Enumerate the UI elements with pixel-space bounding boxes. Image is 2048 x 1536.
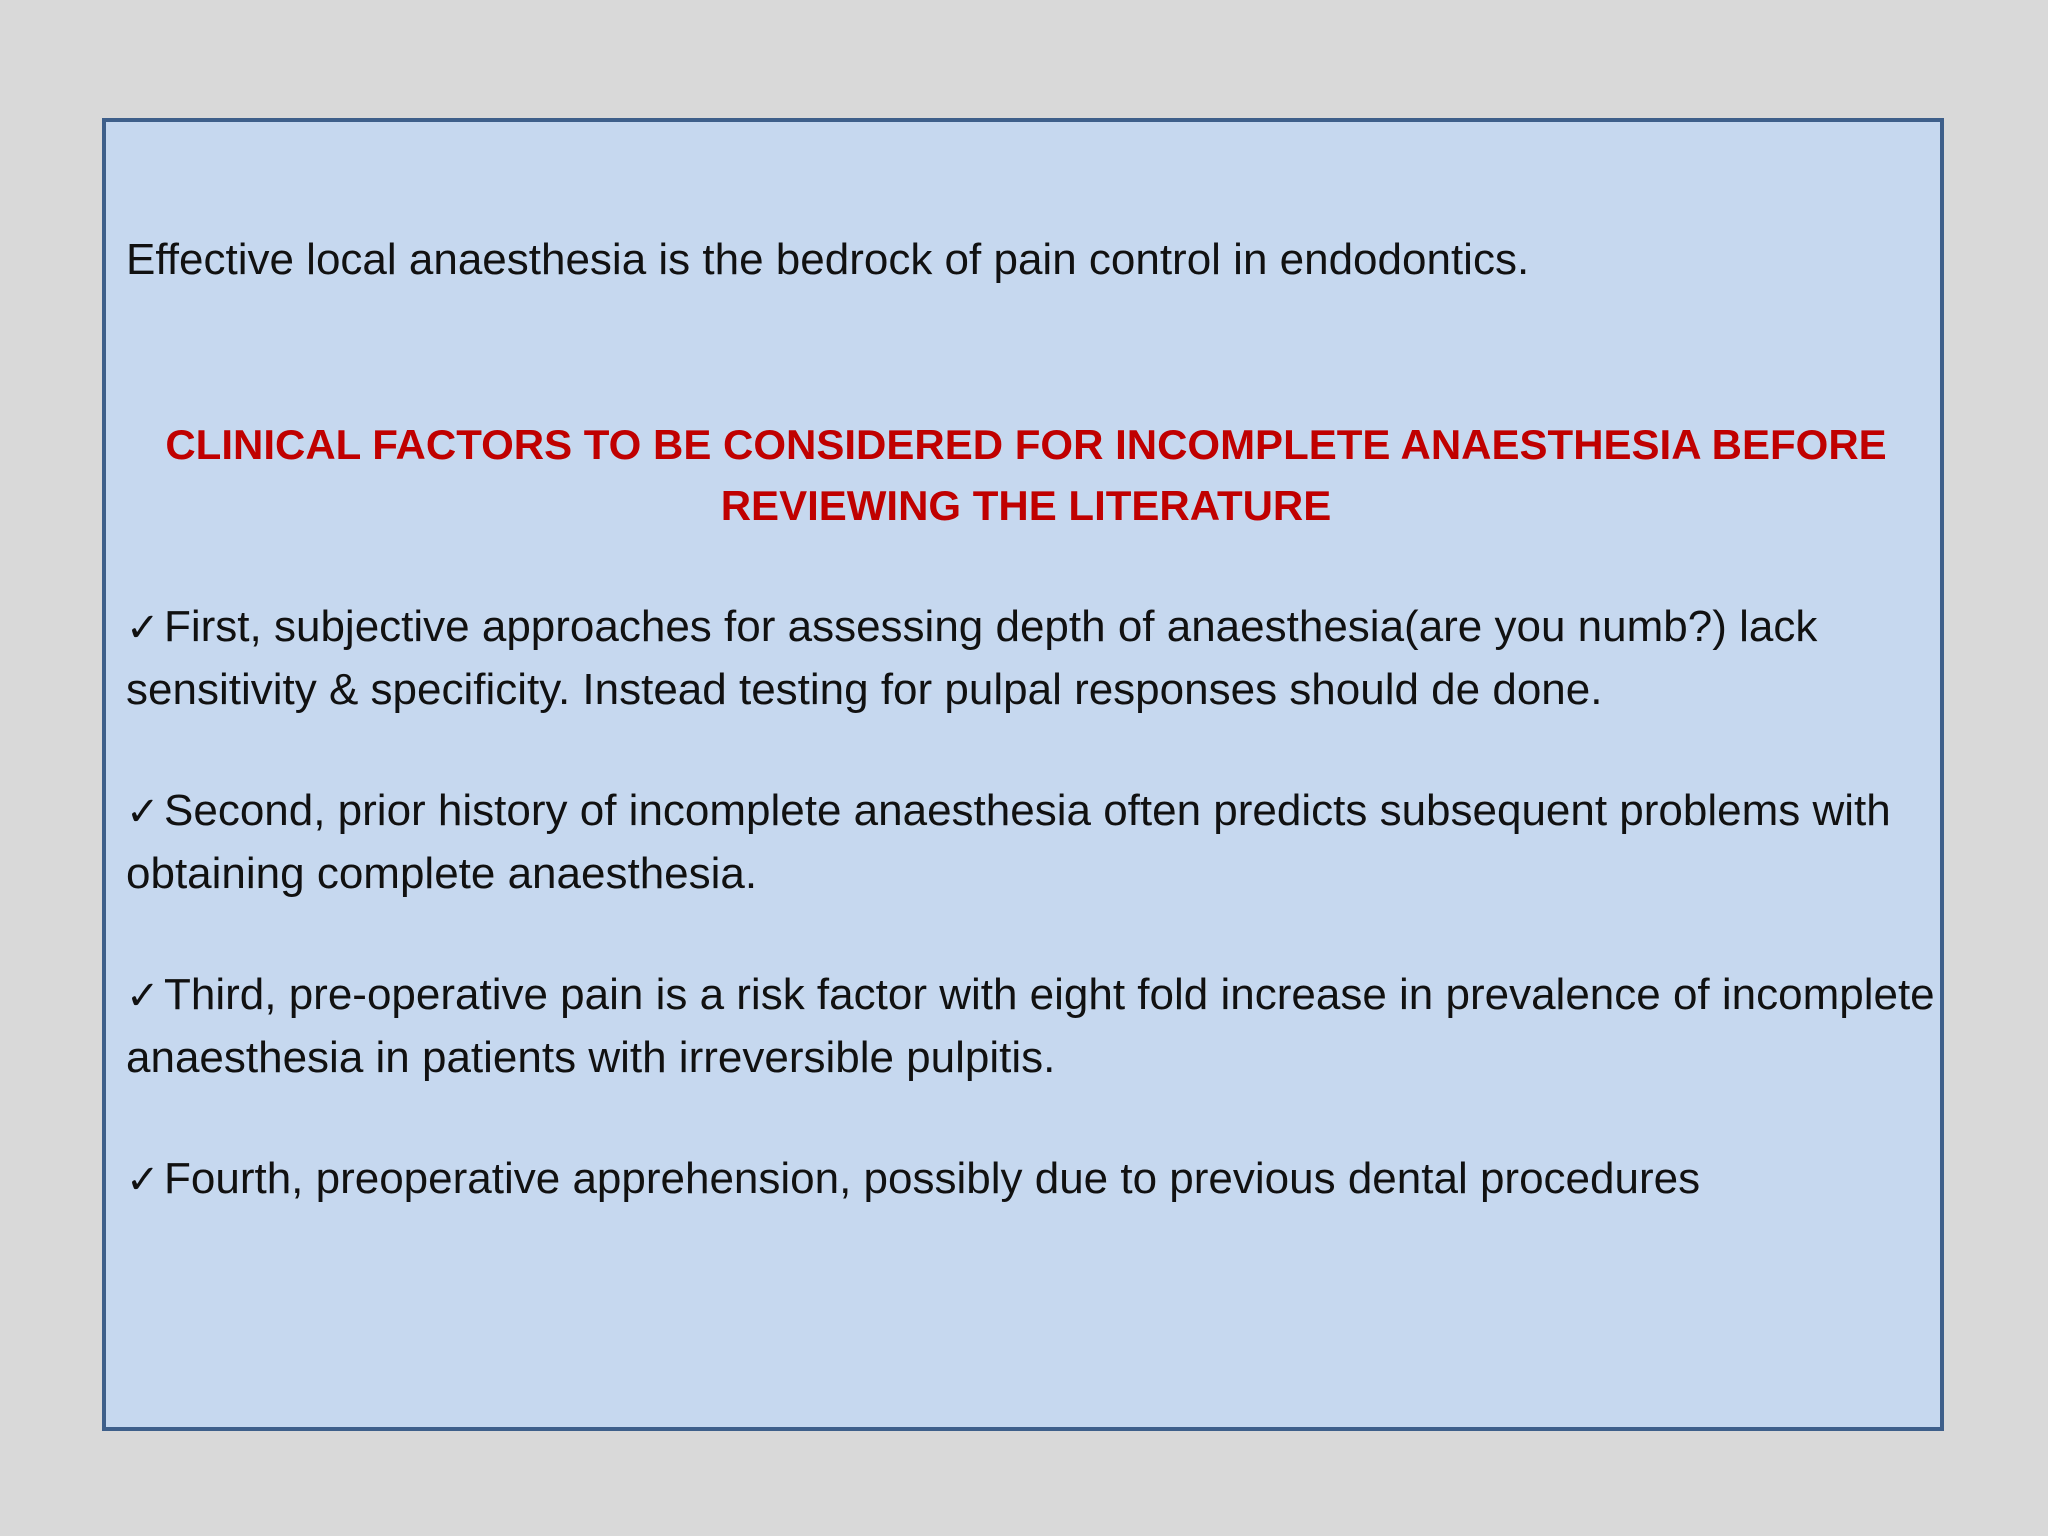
bullet-item-3: [126, 964, 1936, 1088]
bullet-item-1: [126, 596, 1936, 720]
intro-text: Effective local anaesthesia is the bedrock of pain control in endodontics.: [126, 235, 1530, 284]
content-panel: [102, 118, 1944, 1431]
checkmark-icon: ✓: [126, 606, 160, 650]
bullet-text-2: Second, prior history of incomplete anaesthesia often predicts subsequent problems with obtaining complete anaesthesia.: [126, 786, 1891, 898]
checkmark-icon: ✓: [126, 1158, 160, 1202]
checkmark-icon: ✓: [126, 974, 160, 1018]
checkmark-icon: ✓: [126, 790, 160, 834]
bullet-text-3: Third, pre-operative pain is a risk factor with eight fold increase in prevalence of incomplete anaesthesia in patients with irreversible pulpitis.: [126, 970, 1935, 1082]
heading-line-2: REVIEWING THE LITERATURE: [720, 482, 1332, 529]
section-heading: [126, 414, 1926, 536]
bullet-item-4: [126, 1148, 1936, 1211]
bullet-item-2: [126, 780, 1936, 904]
heading-line-1: CLINICAL FACTORS TO BE CONSIDERED FOR INCOMPLETE ANAESTHESIA BEFORE: [165, 421, 1887, 468]
bullet-text-4: Fourth, preoperative apprehension, possibly due to previous dental procedures: [164, 1154, 1701, 1203]
bullet-text-1: First, subjective approaches for assessing depth of anaesthesia(are you numb?) lack sensitivity & specificity. Instead testing for pulpal responses should de done.: [126, 602, 1818, 714]
